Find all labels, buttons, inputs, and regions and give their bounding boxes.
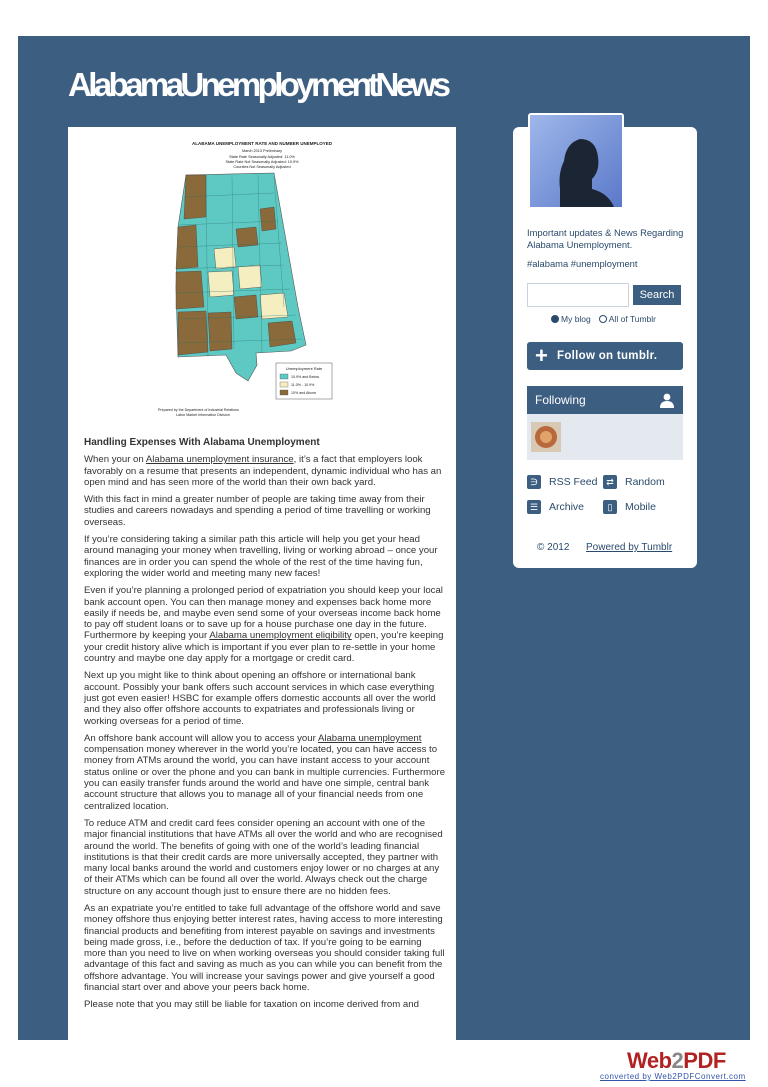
post-paragraph: As an expatriate you’re entitled to take full advantage of the offshore world and save money offshore thus enjoying better interest rates, having access to more interesting financial products and benefiting from interest payable on savings and investments being made gross, i.e., before the deduction of tax. If you’re going to be earning more than you need to live on when working overseas you should consider taking full advantage of this fact and saving as much as you can while you can benefit from the offshore advantage. You will increase your savings power and give yourself a good financial start over and above your peers back home. — [84, 902, 445, 994]
blog-title[interactable]: AlabamaUnemploymentNews — [68, 66, 448, 103]
following-label: Following — [535, 393, 586, 407]
post-paragraph: Please note that you may still be liable for taxation on income derived from and — [84, 999, 419, 1011]
default-avatar-icon — [530, 115, 622, 207]
post-text: open, you’re keeping your credit history alive which is important if you ever plan to re-settle in your home country and maybe one day apply for a mortgage or credit card. — [84, 630, 444, 665]
avatar[interactable] — [528, 113, 624, 209]
post-text: , it’s a fact that employers look favorably on a resume that presents an independent, dynamic individual who has an open mind and has seen more of the world than their own back yard. — [84, 454, 442, 488]
copyright: © 2012 — [537, 542, 570, 553]
alabama-unemployment-link[interactable]: Alabama unemployment — [317, 732, 422, 744]
post-text: An offshore bank account will allow you to access your — [84, 732, 318, 744]
post-paragraph: If you’re considering taking a similar path this article will help you get your head around managing your money when travelling, living or working abroad – once your finances are in order you can spend the whole of the rest of the time having fun, exploring the wider world and meeting many new faces! — [84, 534, 438, 579]
post-paragraph: Next up you might like to think about opening an offshore or international bank account. Possibly your bank offers such account services in which case everything just got even easier! HSBC for example offers domestic accounts all over the world and they also offer offshore accounts to expatriates and professionals living or working overseas for a period of time. — [84, 670, 436, 727]
county-region — [238, 265, 262, 289]
rss-icon: ∋ — [527, 475, 541, 489]
post-paragraph: With this fact in mind a greater number of people are taking time away from their studies and careers nowadays and spending a period of time travelling or working overseas. — [84, 494, 431, 528]
rss-feed-link[interactable] — [527, 475, 597, 489]
follow-on-tumblr-button[interactable] — [527, 342, 683, 370]
county-region — [234, 295, 258, 319]
post-paragraph — [84, 454, 446, 488]
blog-description: Important updates & News Regarding Alabama Unemployment. — [527, 227, 684, 250]
map-credit: Labor Market Information Division — [176, 413, 230, 417]
legend-item: 10% and Above — [291, 391, 317, 395]
county-region — [268, 321, 296, 347]
mobile-link[interactable] — [603, 500, 656, 514]
map-stat-3: Counties Not Seasonally Adjusted — [233, 165, 291, 169]
converted-by-link[interactable]: converted by Web2PDFConvert.com — [600, 1072, 746, 1081]
following-header — [527, 386, 683, 414]
post-paragraph — [84, 585, 446, 664]
person-icon — [659, 392, 675, 408]
archive-icon: ☰ — [527, 500, 541, 514]
map-subtitle: March 2013 Preliminary — [241, 149, 283, 153]
logo-web: Web — [627, 1048, 672, 1073]
legend-item: 10.9% and Below — [291, 375, 319, 379]
logo-2: 2 — [671, 1048, 684, 1073]
rss-feed-label: RSS Feed — [549, 476, 598, 488]
post-text: compensation money wherever in the world you’re located, you can have access to money from ATMs around the world, you can have instant access to your account status online or over the phone and you can bank in multiple currencies. Furthermore you can easily transfer funds around the world and have one simple, central bank account structure that allows you to manage all of your financial needs from one centralized location. — [84, 744, 446, 812]
legend-title: Unemployment Rate — [285, 366, 323, 371]
post-paragraph — [84, 733, 446, 812]
search-input[interactable] — [527, 283, 629, 307]
map-stat-2: State Rate Not Seasonally Adjusted: 10.9% — [225, 160, 299, 164]
radio-all-tumblr[interactable] — [599, 315, 607, 323]
random-label: Random — [625, 476, 665, 488]
post-body — [84, 437, 446, 1017]
powered-by-tumblr-link[interactable]: Powered by Tumblr — [586, 542, 673, 553]
followed-blog-avatar[interactable] — [531, 422, 561, 452]
county-region — [214, 247, 236, 269]
post-paragraph: To reduce ATM and credit card fees consider opening an account with one of the major financial institutions that have ATMs all over the world and who are recognised around the world. The benefits of going with one of the world’s leading financial institutions is that their credit cards are more universally accepted, they partner with many local banks around the world and customers enjoy lower or no charges at any of their ATMs which can be found all over the world. Always check out the charge structure on any account though just to ensure there are no hidden fees. — [84, 817, 443, 897]
radio-all-tumblr-label: All of Tumblr — [608, 314, 657, 324]
following-list — [527, 414, 683, 460]
archive-link[interactable] — [527, 500, 584, 514]
map-stat-1: State Rate Seasonally Adjusted: 11.0% — [229, 155, 295, 159]
legend-item: 11.0% - 10.9% — [291, 383, 315, 387]
map-legend — [276, 363, 332, 399]
radio-my-blog[interactable] — [551, 315, 559, 323]
county-region — [208, 271, 234, 297]
blog-tags[interactable]: #alabama #unemployment — [527, 258, 638, 269]
post-heading: Handling Expenses With Alabama Unemployment — [84, 437, 320, 448]
county-region — [176, 271, 204, 309]
web2pdf-logo — [627, 1048, 726, 1074]
unemployment-eligibility-link[interactable]: Alabama unemployment eligibility — [209, 630, 352, 642]
post-text: When your on — [84, 454, 146, 466]
post-text: Even if you’re planning a prolonged period of expatriation you should keep your local bank account open. You can then manage money and expenses back home more easily if needs be, and maybe even send some of your overseas income back home to pay off student loans or to save up for a house purchase one day in the future. Furthermore by keeping your — [84, 585, 443, 642]
shuffle-icon: ⇄ — [603, 475, 617, 489]
radio-my-blog-label: My blog — [561, 314, 591, 324]
follow-label: Follow on tumblr. — [557, 350, 658, 362]
post-card — [68, 127, 456, 1040]
archive-label: Archive — [549, 501, 585, 513]
random-link[interactable] — [603, 475, 665, 489]
alabama-unemployment-map — [156, 137, 368, 419]
plus-icon: + — [535, 343, 548, 368]
map-credit: Prepared by the Department of Industrial Relations — [158, 408, 239, 412]
mobile-label: Mobile — [625, 501, 656, 513]
search-button[interactable]: Search — [633, 285, 681, 305]
county-region — [178, 311, 208, 355]
logo-pdf: PDF — [683, 1048, 726, 1073]
mobile-icon: ▯ — [603, 500, 617, 514]
map-title: ALABAMA UNEMPLOYMENT RATE AND NUMBER UNEMPLOYED — [191, 141, 333, 146]
sidebar — [513, 127, 697, 568]
unemployment-insurance-link[interactable]: Alabama unemployment insurance — [145, 454, 294, 466]
search-scope — [551, 314, 656, 324]
county-region — [260, 207, 276, 231]
